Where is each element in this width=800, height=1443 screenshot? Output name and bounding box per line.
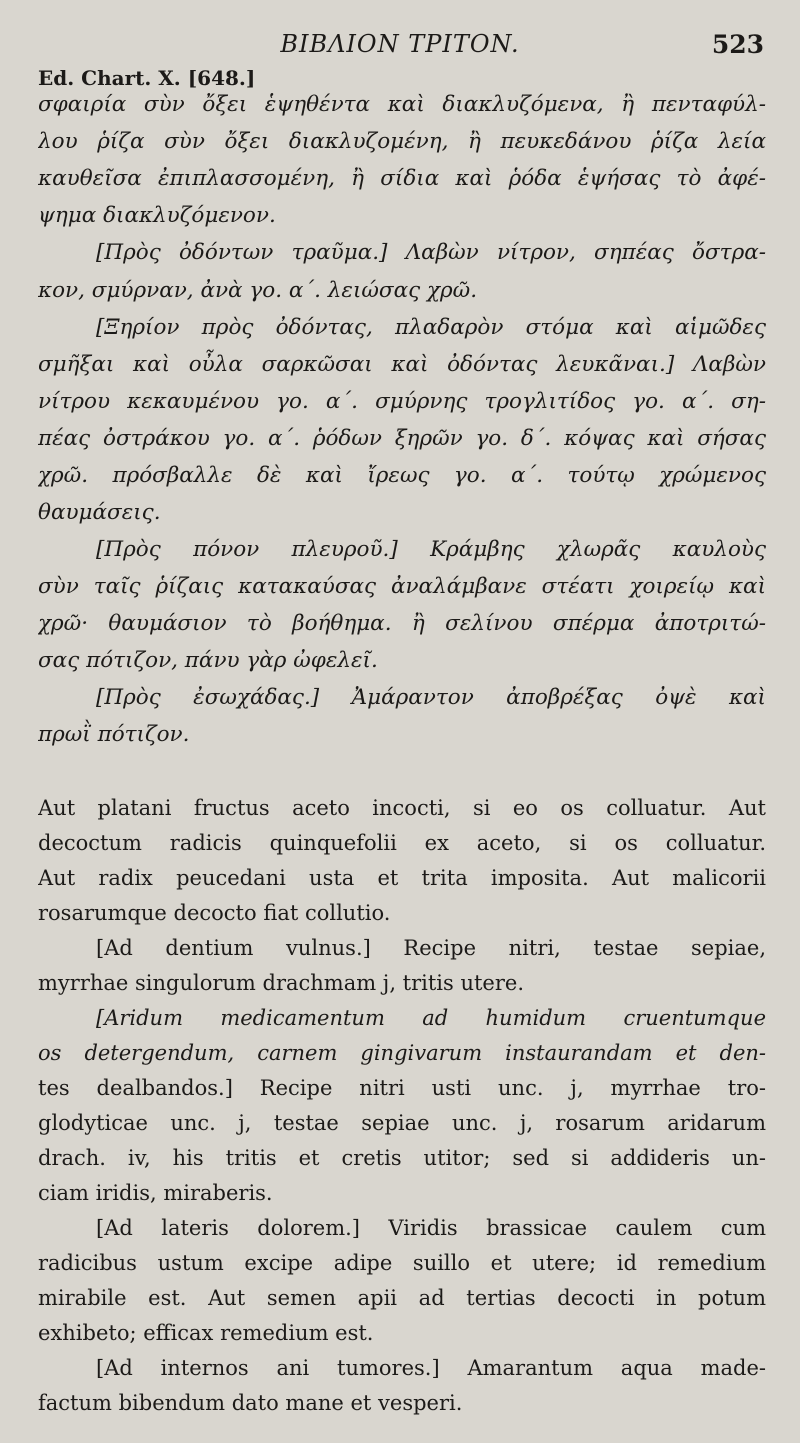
greek-line: [Πρὸς ἐσωχάδας.] Ἀμάραντον ἀποβρέξας ὀψὲ καὶ [96,685,766,710]
latin-line: tes dealbandos.] Recipe nitri usti unc. j, myrrhae tro- [38,1076,766,1100]
latin-line: exhibeto; efficax remedium est. [38,1321,374,1345]
greek-line: σας πότιζον, πάνυ γὰρ ὠφελεῖ. [38,648,378,673]
greek-line: κον, σμύρναν, ἀνὰ γο. α΄. λειώσας χρῶ. [38,278,478,303]
greek-line: λου ῥίζα σὺν ὄξει διακλυζομένη, ἢ πευκεδάνου ῥίζα λεία [38,129,766,154]
latin-line: myrrhae singulorum drachmam j, tritis utere. [38,971,525,995]
latin-line: ciam iridis, miraberis. [38,1181,273,1205]
greek-line: πρωῒ πότιζον. [38,722,190,747]
edition-reference: Ed. Chart. X. [648.] [38,66,256,90]
latin-line: [Ad internos ani tumores.] Amarantum aqua made- [96,1356,766,1380]
greek-line: θαυμάσεις. [38,500,161,525]
latin-line: factum bibendum dato mane et vesperi. [38,1391,463,1415]
greek-line: ψημα διακλυζόμενον. [38,203,276,228]
running-header-title: BIBΛION TPITON. [280,30,520,58]
latin-line: [Aridum medicamentum ad humidum cruentumque [96,1006,766,1030]
latin-line: radicibus ustum excipe adipe suillo et utere; id remedium [38,1251,766,1275]
greek-line: νίτρου κεκαυμένου γο. α΄. σμύρνης τρογλιτίδος γο. α΄. ση- [38,389,766,414]
greek-line: καυθεῖσα ἐπιπλασσομένη, ἢ σίδια καὶ ῥόδα ἑψήσας τὸ ἀφέ- [38,166,766,191]
greek-line: σμῆξαι καὶ οὖλα σαρκῶσαι καὶ ὀδόντας λευκᾶναι.] Λαβὼν [38,352,766,377]
latin-line: Aut radix peucedani usta et trita imposita. Aut malicorii [38,866,766,890]
latin-line: os detergendum, carnem gingivarum instaurandam et den- [38,1041,766,1065]
latin-line: [Ad lateris dolorem.] Viridis brassicae caulem cum [96,1216,766,1240]
latin-line: rosarumque decocto fiat collutio. [38,901,391,925]
greek-line: χρῶ. πρόσβαλλε δὲ καὶ ἴρεως γο. α΄. τούτῳ χρώμενος [38,463,766,488]
greek-line: σὺν ταῖς ῥίζαις κατακαύσας ἀναλάμβανε στέατι χοιρείῳ καὶ [38,574,766,599]
greek-line: πέας ὀστράκου γο. α΄. ῥόδων ξηρῶν γο. δ΄. κόψας καὶ σήσας [38,426,766,451]
greek-line: [Πρὸς πόνον πλευροῦ.] Κράμβης χλωρᾶς καυλοὺς [96,537,766,562]
latin-line: drach. iv, his tritis et cretis utitor; sed si addideris un- [38,1146,766,1170]
greek-line: χρῶ· θαυμάσιον τὸ βοήθημα. ἢ σελίνου σπέρμα ἀποτριτώ- [38,611,766,636]
latin-line: [Ad dentium vulnus.] Recipe nitri, testae sepiae, [96,936,766,960]
greek-line: [Ξηρίον πρὸς ὀδόντας, πλαδαρὸν στόμα καὶ αἱμῶδες [96,315,766,340]
latin-line: decoctum radicis quinquefolii ex aceto, si os colluatur. [38,831,766,855]
latin-line: mirabile est. Aut semen apii ad tertias decocti in potum [38,1286,766,1310]
greek-line: σφαιρία σὺν ὄξει ἑψηθέντα καὶ διακλυζόμενα, ἢ πενταφύλ- [38,92,766,117]
page-number: 523 [711,30,764,59]
latin-line: glodyticae unc. j, testae sepiae unc. j, rosarum aridarum [38,1111,766,1135]
latin-line: Aut platani fructus aceto incocti, si eo os colluatur. Aut [38,796,766,820]
greek-line: [Πρὸς ὀδόντων τραῦμα.] Λαβὼν νίτρον, σηπέας ὄστρα- [96,240,766,265]
